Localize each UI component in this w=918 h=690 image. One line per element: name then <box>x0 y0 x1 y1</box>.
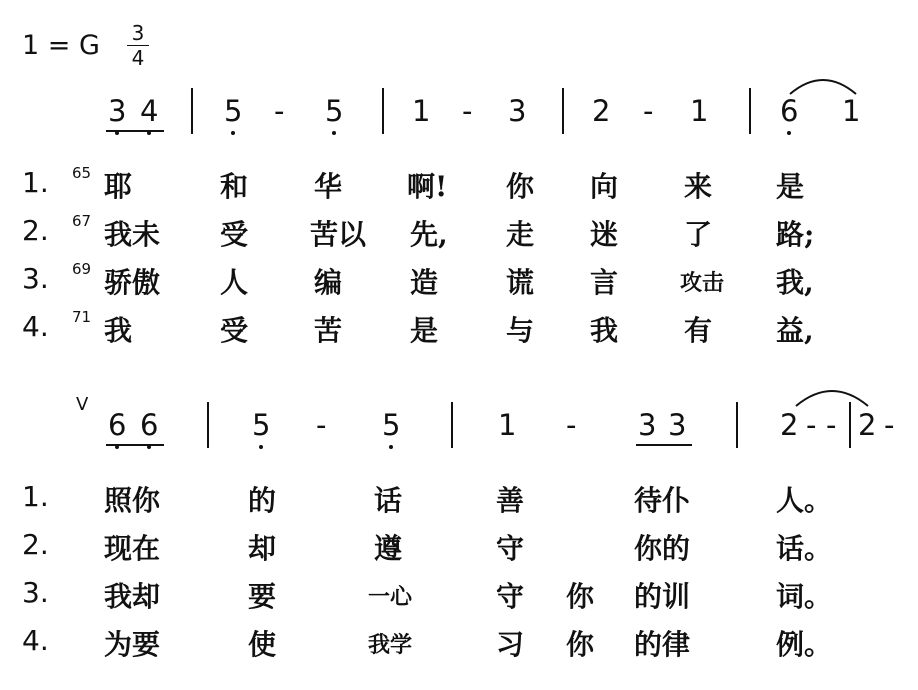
lyric: 为要 <box>104 628 161 661</box>
lyric: 了 <box>684 218 713 251</box>
slur-arc <box>788 74 858 96</box>
lyric: 话。 <box>776 532 833 565</box>
breath-mark: V <box>76 394 89 415</box>
note: 1 <box>690 94 709 128</box>
verse-ref-number: 67 <box>72 212 92 230</box>
lyric: 的 <box>248 484 277 517</box>
note: - <box>826 408 837 442</box>
lyric: 向 <box>590 170 619 203</box>
lyric: 言 <box>590 266 619 299</box>
lyric: 先, <box>410 218 448 251</box>
beam-underline <box>106 444 164 446</box>
note: 3 <box>508 94 527 128</box>
lyric: 来 <box>684 170 713 203</box>
note: 3 <box>668 408 687 442</box>
lyric: 有 <box>684 314 713 347</box>
lyric: 守 <box>496 580 525 613</box>
lyric: 你 <box>566 580 595 613</box>
bar-line <box>849 402 851 448</box>
verse-number: 3. <box>22 262 49 295</box>
lyric: 人 <box>220 266 249 299</box>
lyric: 守 <box>496 532 525 565</box>
verse-number: 1. <box>22 166 49 199</box>
note: - <box>462 94 473 128</box>
lyric: 你的 <box>634 532 691 565</box>
note: 5 <box>382 408 401 442</box>
lyric: 谎 <box>506 266 535 299</box>
note: - <box>316 408 327 442</box>
lyric: 受 <box>220 218 249 251</box>
note: 1 <box>842 94 861 128</box>
lyric: 苦以 <box>310 218 367 251</box>
lyric: 善 <box>496 484 525 517</box>
lyric: 造 <box>410 266 439 299</box>
note: - <box>643 94 654 128</box>
lyric: 我未 <box>104 218 161 251</box>
bar-line <box>736 402 738 448</box>
lyric: 你 <box>566 628 595 661</box>
lyric: 习 <box>496 628 525 661</box>
note: 6 <box>108 408 127 442</box>
bar-line <box>382 88 384 134</box>
note: - <box>566 408 577 442</box>
bar-line <box>207 402 209 448</box>
lyric: 耶 <box>104 170 133 203</box>
lyric: 啊! <box>407 170 448 203</box>
note: 3 <box>108 94 127 128</box>
note: 6 <box>780 94 799 128</box>
lyric: 却 <box>248 532 277 565</box>
lyric: 受 <box>220 314 249 347</box>
bar-line <box>749 88 751 134</box>
lyric: 的训 <box>634 580 691 613</box>
verse-number: 4. <box>22 624 49 657</box>
tie-arc <box>794 384 870 408</box>
note: 3 <box>638 408 657 442</box>
time-signature <box>127 22 149 69</box>
lyric: 是 <box>410 314 439 347</box>
note: 5 <box>325 94 344 128</box>
lyric: 和 <box>220 170 249 203</box>
lyric: 攻击 <box>680 270 725 296</box>
lyric: 使 <box>248 628 277 661</box>
note: - <box>806 408 817 442</box>
beam-underline <box>106 130 164 132</box>
verse-number: 2. <box>22 528 49 561</box>
bar-line <box>562 88 564 134</box>
verse-ref-number: 71 <box>72 308 92 326</box>
note: 2 <box>780 408 799 442</box>
lyric: 迷 <box>590 218 619 251</box>
bar-line <box>191 88 193 134</box>
bar-line <box>451 402 453 448</box>
lyric: 走 <box>506 218 535 251</box>
lyric: 我却 <box>104 580 161 613</box>
lyric: 益, <box>776 314 814 347</box>
lyric: 骄傲 <box>104 266 161 299</box>
note: 6 <box>140 408 159 442</box>
time-signature-top: 3 <box>131 21 145 45</box>
note: 1 <box>412 94 431 128</box>
note: - <box>274 94 285 128</box>
note: 2 <box>592 94 611 128</box>
lyric: 要 <box>248 580 277 613</box>
lyric: 我学 <box>368 632 413 658</box>
note: - <box>884 408 895 442</box>
lyric: 我 <box>590 314 619 347</box>
lyric: 是 <box>776 170 805 203</box>
verse-number: 4. <box>22 310 49 343</box>
lyric: 待仆 <box>634 484 691 517</box>
verse-number: 1. <box>22 480 49 513</box>
lyric: 现在 <box>104 532 161 565</box>
lyric: 话 <box>374 484 403 517</box>
time-signature-bottom: 4 <box>131 46 145 70</box>
lyric: 编 <box>314 266 343 299</box>
verse-number: 2. <box>22 214 49 247</box>
verse-ref-number: 65 <box>72 164 92 182</box>
lyric: 与 <box>506 314 535 347</box>
lyric: 词。 <box>776 580 833 613</box>
lyric: 我, <box>776 266 814 299</box>
key-signature: 1 = G <box>22 30 100 61</box>
beam-underline <box>636 444 692 446</box>
lyric: 我 <box>104 314 133 347</box>
note: 2 <box>858 408 877 442</box>
lyric: 苦 <box>314 314 343 347</box>
note: 5 <box>252 408 271 442</box>
lyric: 遵 <box>374 532 403 565</box>
note: 4 <box>140 94 159 128</box>
lyric: 华 <box>314 170 343 203</box>
verse-ref-number: 69 <box>72 260 92 278</box>
lyric: 你 <box>506 170 535 203</box>
verse-number: 3. <box>22 576 49 609</box>
lyric: 照你 <box>104 484 161 517</box>
note: 5 <box>224 94 243 128</box>
lyric: 路; <box>776 218 815 251</box>
lyric: 一心 <box>368 584 413 610</box>
lyric: 人。 <box>776 484 833 517</box>
lyric: 的律 <box>634 628 691 661</box>
lyric: 例。 <box>776 628 833 661</box>
note: 1 <box>498 408 517 442</box>
